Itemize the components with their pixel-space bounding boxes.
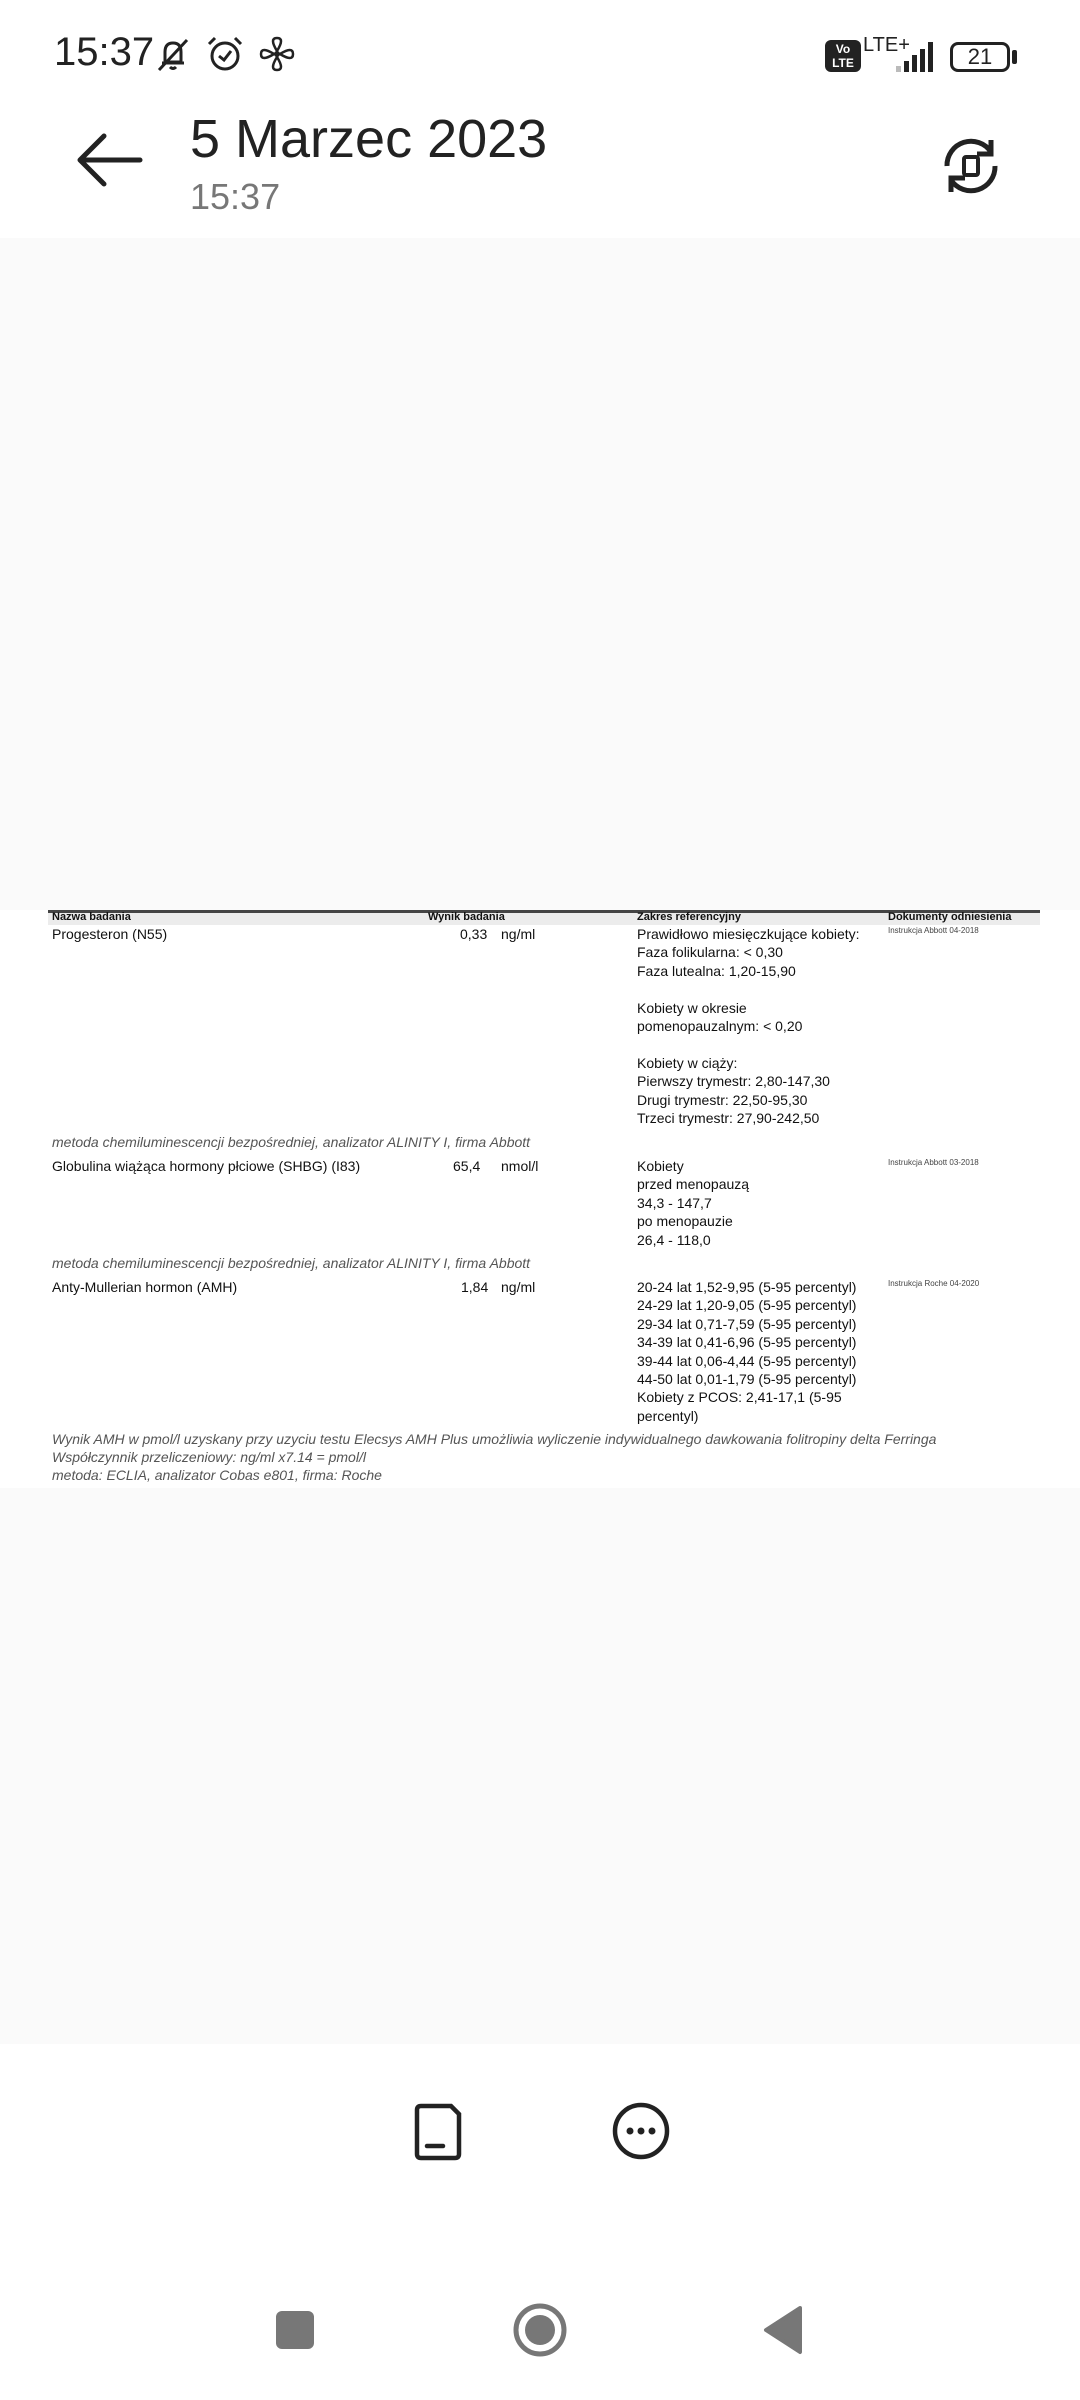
more-icon[interactable] [608, 2098, 674, 2164]
method-note: Wynik AMH w pmol/l uzyskany przy uzyciu testu Elecsys AMH Plus umożliwia wyliczenie indywidualnego dawkowania folitropiny delta Ferringa Współczynnik przeliczeniowy: ng/ml x7.14 = pmol/l metoda: ECLIA, analizator Cobas e801, firma: Roche [52, 1431, 937, 1483]
test-name: Anty-Mullerian hormon (AMH) [52, 1279, 238, 1295]
home-button[interactable] [512, 2302, 568, 2358]
column-header-reference: Zakres referencyjny [637, 911, 741, 923]
volte-badge: Vo LTE [825, 40, 861, 72]
rotate-button[interactable] [935, 130, 1007, 202]
method-note: metoda chemiluminescencji bezpośredniej, analizator ALINITY I, firma Abbott [52, 1134, 531, 1150]
test-value: 65,4 [453, 1158, 481, 1174]
page-title: 5 Marzec 2023 [190, 109, 548, 169]
document-page [0, 910, 1080, 1488]
network-type: LTE+ [863, 34, 910, 56]
test-value: 1,84 [461, 1279, 489, 1295]
test-unit: ng/ml [501, 926, 536, 942]
reference-document: Instrukcja Roche 04-2020 [888, 1279, 980, 1288]
bell-off-icon [153, 34, 193, 74]
battery-tip [1012, 50, 1017, 64]
fan-icon [257, 34, 297, 74]
test-unit: ng/ml [501, 1279, 536, 1295]
document-icon[interactable] [405, 2098, 471, 2164]
signal-icon [892, 40, 936, 74]
reference-document: Instrukcja Abbott 04-2018 [888, 926, 979, 935]
column-header-result: Wynik badania [428, 911, 505, 923]
test-name: Globulina wiążąca hormony płciowe (SHBG) (I83) [52, 1158, 361, 1174]
column-header-name: Nazwa badania [52, 911, 131, 923]
test-name: Progesteron (N55) [52, 926, 168, 942]
reference-range: Kobiety przed menopauzą 34,3 - 147,7 po menopauzie 26,4 - 118,0 [637, 1158, 750, 1248]
reference-range: Prawidłowo miesięczkujące kobiety: Faza folikularna: < 0,30 Faza lutealna: 1,20-15,90 Kobiety w okresie pomenopauzalnym: < 0,20 Kobiety w ciąży: Pierwszy trymestr: 2,80-147,30 Drugi trymestr: 22,50-95,30 Trzeci trymestr: 27,90-242,50 [637, 926, 860, 1127]
method-note: metoda chemiluminescencji bezpośredniej, analizator ALINITY I, firma Abbott [52, 1255, 531, 1271]
back-arrow-button[interactable] [70, 120, 150, 200]
page-subtitle: 15:37 [190, 176, 281, 217]
alarm-icon [205, 34, 245, 74]
back-button[interactable] [760, 2304, 804, 2356]
battery-level: 21 [950, 42, 1010, 72]
reference-range: 20-24 lat 1,52-9,95 (5-95 percentyl) 24-29 lat 1,20-9,05 (5-95 percentyl) 29-34 lat 0,71-7,59 (5-95 percentyl) 34-39 lat 0,41-6,96 (5-95 percentyl) 39-44 lat 0,06-4,44 (5-95 percentyl) 44-50 lat 0,01-1,79 (5-95 percentyl) Kobiety z PCOS: 2,41-17,1 (5-95 percentyl) [637, 1279, 857, 1424]
reference-document: Instrukcja Abbott 03-2018 [888, 1158, 979, 1167]
status-time: 15:37 [54, 30, 155, 74]
column-header-documents: Dokumenty odniesienia [888, 911, 1012, 923]
test-value: 0,33 [460, 926, 488, 942]
recents-button[interactable] [276, 2311, 314, 2349]
test-unit: nmol/l [501, 1158, 539, 1174]
